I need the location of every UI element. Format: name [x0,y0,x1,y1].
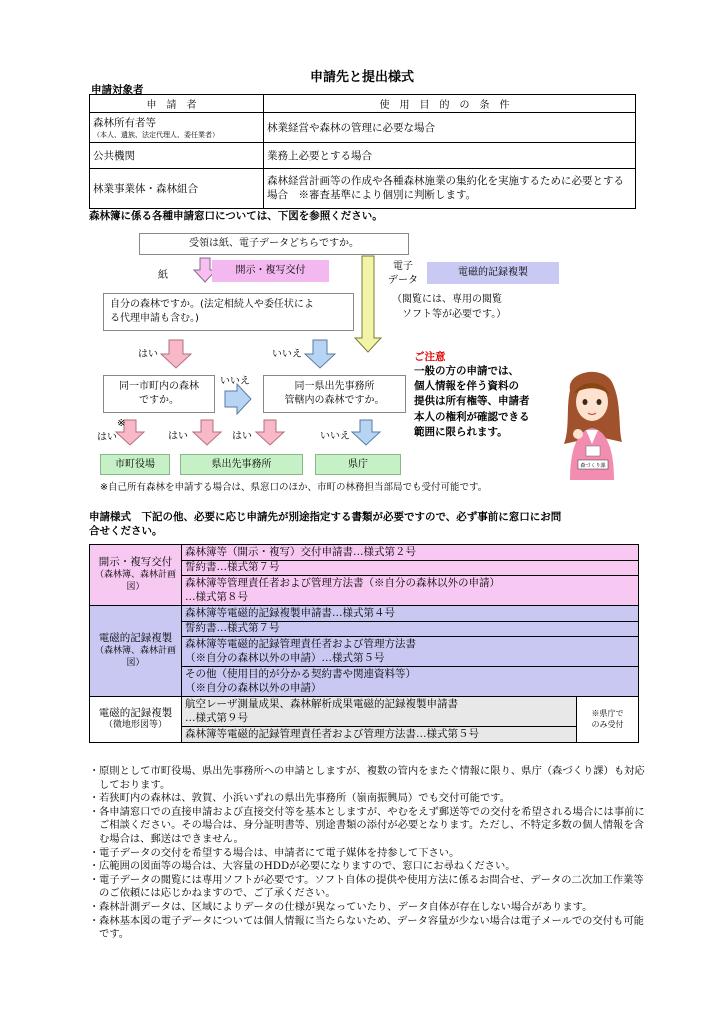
label-yes: はい [97,432,117,443]
list-item: ・ 各申請窓口での直接申請および直接交付等を基本としますが、やむをえず郵送等での交付を希望される場合には事前にご相談ください。その場合は、身分証明書等、別途書類の添付が必要となります。ただし、不特定多数の個人情報を含む場合は、郵送はできません。 [89,806,649,847]
arrow-no-blue [225,384,251,414]
list-item: ・ 若狭町内の森林は、敦賀、小浜いずれの県出先事務所（嶺南振興局）でも交付可能です。 [89,792,649,806]
tag-disclosure-copy: 開示・複写交付 [212,260,329,282]
forms-intro-text: 下記の他、必要に応じ申請先が別途指定する書類が必要ですので、必ず事前に窓口にお問合せください。 [89,511,562,537]
dest-pref-hq: 県庁 [315,454,401,475]
label-yes: はい [138,349,158,360]
arrow-yes-pink [193,420,221,445]
applicants-label: 申請対象者 [91,84,144,96]
arrow-no-blue [305,340,335,368]
table-row [90,697,639,727]
list-item: ・ 広範囲の図面等の場合は、大容量のHDDが必要になりますので、窓口にお尋ねください。 [89,860,649,874]
label-yes: はい [168,431,188,442]
group-head [90,606,182,697]
header-conditions: 使用目的の条件 [264,95,636,113]
q-paper-or-digital: 受領は紙、電子データどちらですか。 [139,233,409,255]
label-no: いいえ [320,431,350,442]
digital-note: （閲覧には、専用の閲覧 ソフト等が必要です。） [392,294,507,320]
condition-cell: 林業経営や森林の管理に必要な場合 [264,113,636,143]
group-head-sub: （森林簿、森林計画図） [94,646,176,668]
q-same-office: 同一県出先事務所 管轄内の森林ですか。 [263,375,406,413]
form-item: 森林簿等（開示・複写）交付申請書…様式第２号 [182,545,639,561]
form-item: 森林簿等電磁的記録管理責任者および管理方法書…様式第５号 [182,727,577,743]
group-head-sub: （微地形図等） [103,720,167,731]
form-item: 誓約書…様式第７号 [182,622,639,637]
notes-list [89,765,649,942]
group-head [90,545,182,606]
page-title: 申請先と提出様式 [309,70,414,85]
list-item: ・ 森林計測データは、区域によりデータの仕様が異なっていたり、データ自体が存在しない場合があります。 [89,901,649,915]
form-item: 森林簿等電磁的記録複製申請書…様式第４号 [182,606,639,622]
list-item: ・ 森林基本図の電子データについては個人情報に当たらないため、データ容量が少ない場合は電子メールでの交付も可能です。 [89,915,649,942]
condition-cell: 業務上必要とする場合 [264,143,636,169]
group-head-title: 電磁的記録複製 [98,706,173,719]
mascot-illustration [552,368,632,480]
forms-label: 申請様式 [89,511,131,523]
label-yes: はい [232,431,252,442]
list-item: ・ 原則として市町役場、県出先事務所への申請としますが、複数の管内をまたぐ情報に限り、県庁（森づくり課）も対応しております。 [89,765,649,792]
caution-text: 一般の方の申請では、 個人情報を伴う資料の 提供は所有権等、申請者 本人の権利が確認できる 範囲に限られます。 [414,365,530,438]
arrow-digital-yellow [355,256,381,352]
form-item: 航空レーザ測量成果、森林解析成果電磁的記録複製申請書 …様式第９号 [182,697,577,727]
header-applicant: 申請者 [90,95,264,113]
condition-cell: 森林経営計画等の作成や各種森林施業の集約化を実施するために必要とする場合 ※審査基準により個別に判断します。 [264,169,636,209]
tag-electromagnetic-copy: 電磁的記録複製 [427,262,559,284]
applicant-name: 森林所有者等 [93,117,156,129]
office-only-note: ※県庁で のみ受付 [577,697,639,743]
arrow-yes-pink [256,420,284,445]
table-row [90,606,639,622]
applicant-name: 林業事業体・森林組合 [90,169,264,209]
mascot-badge: 森づくり課 [580,463,606,469]
label-paper: 紙 [158,270,168,281]
forms-intro [89,510,569,538]
q-own-forest: 自分の森林ですか。(法定相続人や委任状によ る代理申請も含む。) [103,293,354,331]
list-item: ・ 電子データの交付を希望する場合は、申請者にて電子媒体を持参して下さい。 [89,847,649,861]
applicant-sub: （本人、遺族、法定代理人、委任業者） [93,131,219,139]
form-item: 森林簿等管理責任者および管理方法書（※自分の森林以外の申請） …様式第８号 [182,576,639,606]
forms-table [89,544,639,743]
group-head-sub: （森林簿、森林計画図） [94,570,176,592]
label-no: いいえ [220,376,250,387]
dest-pref-branch: 県出先事務所 [180,454,303,475]
form-item: 誓約書…様式第７号 [182,561,639,576]
q-same-municipality: 同一市町内の森林 ですか。 [103,375,215,413]
dest-city-office: 市町役場 [100,454,170,475]
arrow-yes-pink [161,340,191,368]
group-head [90,697,182,743]
arrow-no-blue [352,420,380,445]
group-head-title: 電磁的記録複製 [98,632,173,645]
asterisk-mark: ※ [117,418,126,429]
flow-intro: 森林簿に係る各種申請窓口については、下図を参照ください。 [89,210,383,222]
table-row [90,545,639,561]
label-digital: 電子 データ [388,261,418,286]
group-head-title: 開示・複写交付 [98,556,173,569]
flow-footnote: ※自己所有森林を申請する場合は、県窓口のほか、市町の林務担当部局でも受付可能です。 [100,482,488,493]
form-item: その他（使用目的が分かる契約書や関連資料等） （※自分の森林以外の申請） [182,667,639,697]
form-item: 森林簿等電磁的記録管理責任者および管理方法書 （※自分の森林以外の申請）…様式第５号 [182,637,639,667]
list-item: ・ 電子データの閲覧には専用ソフトが必要です。ソフト自体の提供や使用方法に係るお問合せ、データの二次加工作業等のご依頼には応じかねますので、ご了承ください。 [89,874,649,901]
label-no: いいえ [272,349,302,360]
caution-title: ご注意 [414,351,446,363]
applicant-name: 公共機関 [90,143,264,169]
